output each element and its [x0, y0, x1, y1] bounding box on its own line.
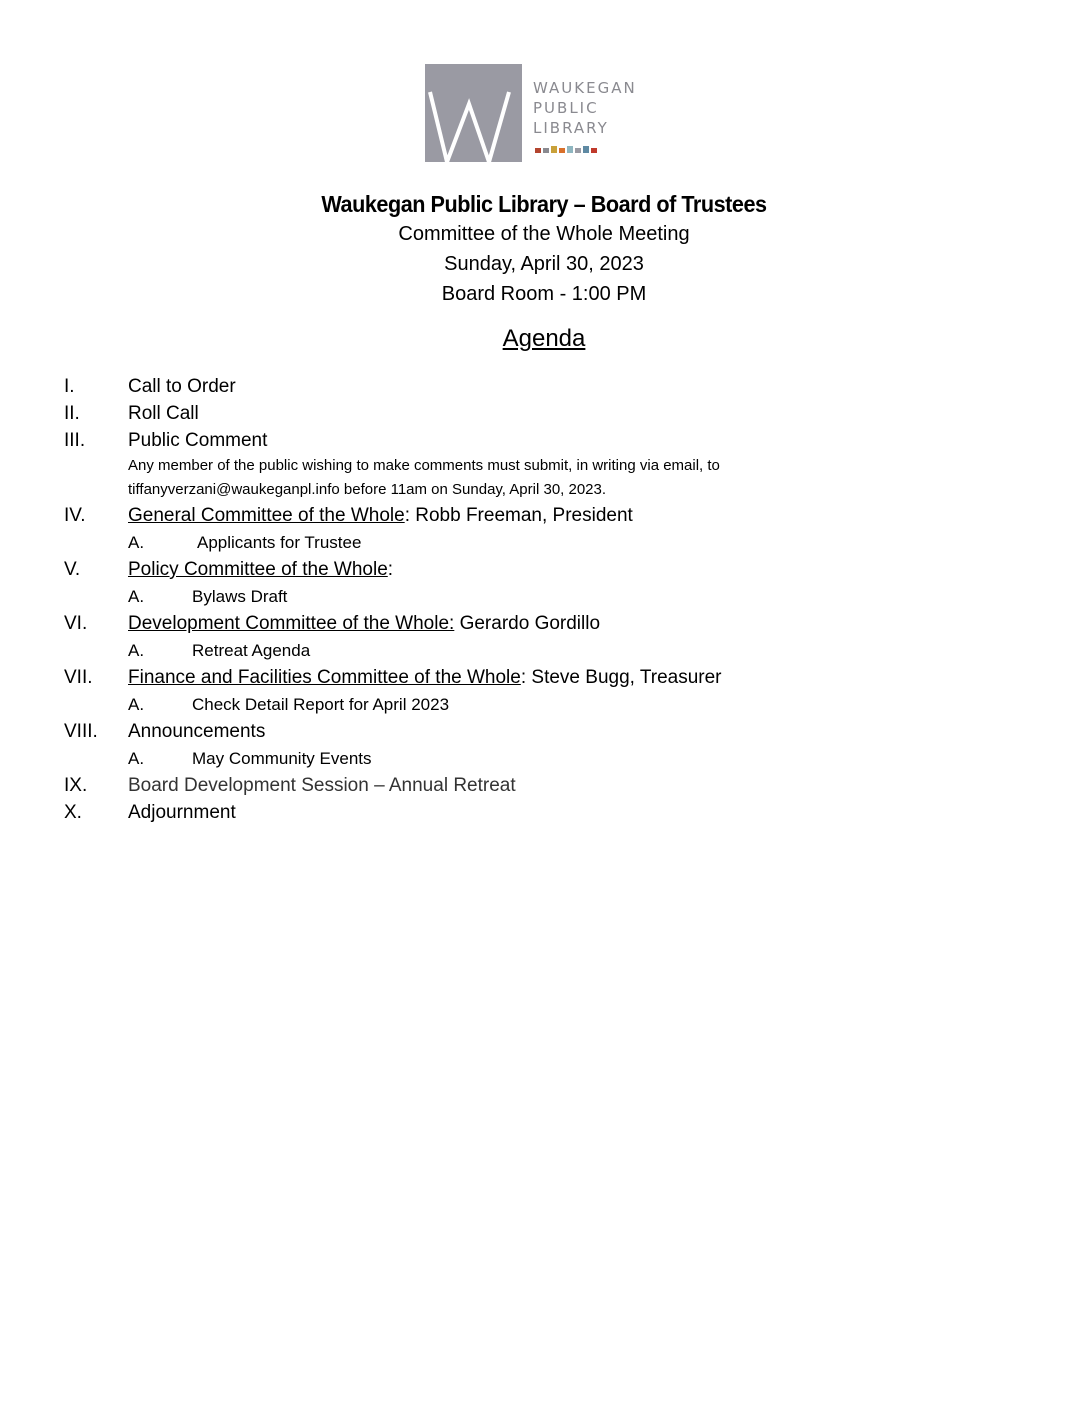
logo-w-mark — [425, 64, 522, 162]
agenda-subitem — [64, 745, 1024, 772]
item-number: III. — [64, 430, 86, 451]
subitem-text: Applicants for Trustee — [197, 533, 362, 552]
committee-name: Development Committee of the Whole: — [128, 613, 455, 634]
logo-color-squares — [535, 146, 597, 153]
item-number: VII. — [64, 667, 93, 688]
note-line: tiffanyverzani@waukeganpl.info before 11am on Sunday, April 30, 2023. — [128, 481, 607, 498]
subitem-letter: A. — [128, 641, 145, 660]
committee-name: General Committee of the Whole — [128, 505, 405, 526]
agenda-heading: Agenda — [502, 325, 586, 352]
subitem-letter: A. — [128, 749, 145, 768]
committee-chair: : Steve Bugg, Treasurer — [520, 667, 722, 688]
logo-square — [535, 148, 541, 153]
committee-chair: : — [387, 559, 394, 580]
logo-square — [567, 146, 573, 153]
logo-line-1: WAUKEGAN — [533, 79, 637, 97]
committee-chair: : Robb Freeman, President — [404, 505, 633, 526]
library-logo — [425, 64, 670, 164]
agenda-subitem — [64, 691, 1024, 718]
agenda-list — [64, 373, 1024, 826]
committee-name: Policy Committee of the Whole — [128, 559, 388, 580]
item-number: VIII. — [64, 721, 98, 742]
subitem-letter: A. — [128, 695, 145, 714]
public-comment-note — [128, 454, 1024, 502]
document-title: Waukegan Public Library – Board of Trustees — [321, 191, 767, 217]
item-text — [128, 502, 633, 529]
item-text: Public Comment — [128, 430, 268, 451]
item-number: IV. — [64, 505, 86, 526]
logo-square — [583, 146, 589, 153]
agenda-item — [64, 772, 1024, 799]
agenda-item — [64, 610, 1024, 637]
item-text: Board Development Session – Annual Retreat — [128, 775, 516, 796]
logo-line-3: LIBRARY — [533, 119, 609, 137]
agenda-item — [64, 427, 1024, 454]
note-line: Any member of the public wishing to make comments must submit, in writing via email, to — [128, 457, 720, 474]
item-number: II. — [64, 403, 80, 424]
agenda-item — [64, 799, 1024, 826]
meeting-header — [0, 189, 1088, 309]
item-text: Call to Order — [128, 376, 236, 397]
item-number: X. — [64, 802, 82, 823]
agenda-subitem — [64, 529, 1024, 556]
subitem-letter: A. — [128, 587, 145, 606]
logo-square — [591, 148, 597, 153]
item-text: Roll Call — [128, 403, 199, 424]
committee-chair: Gerardo Gordillo — [454, 613, 601, 634]
item-number: IX. — [64, 775, 88, 796]
agenda-item — [64, 400, 1024, 427]
meeting-type: Committee of the Whole Meeting — [398, 223, 690, 245]
item-number: V. — [64, 559, 81, 580]
item-text — [128, 664, 722, 691]
subitem-text: Check Detail Report for April 2023 — [192, 695, 450, 714]
item-text: Adjournment — [128, 802, 236, 823]
agenda-item — [64, 718, 1024, 745]
logo-line-2: PUBLIC — [533, 99, 599, 117]
subitem-text: Retreat Agenda — [192, 641, 311, 660]
meeting-location-time: Board Room - 1:00 PM — [441, 283, 647, 305]
agenda-item — [64, 373, 1024, 400]
agenda-subitem — [64, 583, 1024, 610]
logo-square — [543, 148, 549, 153]
item-text: Announcements — [128, 721, 266, 742]
logo-square — [551, 146, 557, 153]
agenda-subitem — [64, 637, 1024, 664]
subitem-text: May Community Events — [192, 749, 372, 768]
agenda-item — [64, 664, 1024, 691]
logo-square — [575, 148, 581, 153]
item-text — [128, 610, 600, 637]
subitem-text: Bylaws Draft — [192, 587, 288, 606]
logo-square — [559, 148, 565, 153]
meeting-date: Sunday, April 30, 2023 — [444, 253, 644, 275]
w-letter-icon — [425, 64, 522, 162]
subitem-letter: A. — [128, 533, 145, 552]
item-text — [128, 556, 393, 583]
item-number: I. — [64, 376, 75, 397]
agenda-item — [64, 502, 1024, 529]
committee-name: Finance and Facilities Committee of the Whole — [128, 667, 521, 688]
item-number: VI. — [64, 613, 88, 634]
agenda-item — [64, 556, 1024, 583]
logo-wordmark — [533, 78, 637, 138]
